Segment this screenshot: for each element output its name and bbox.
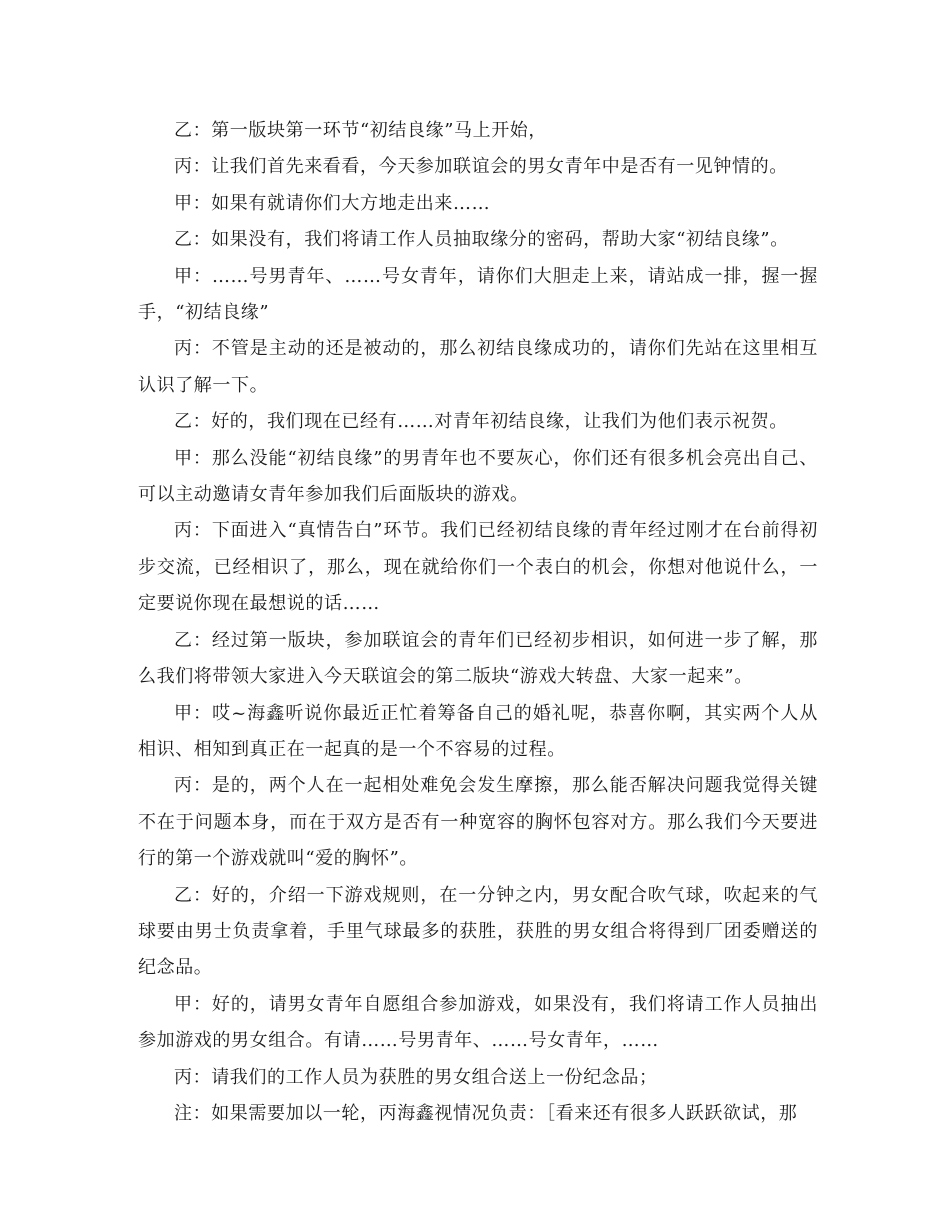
dialogue-line: 乙：好的，我们现在已经有……对青年初结良缘，让我们为他们表示祝贺。 [174, 411, 788, 433]
dialogue-line: 甲：……号男青年、……号女青年，请你们大胆走上来，请站成一排，握一握手，“初结良缘” [138, 265, 818, 324]
dialogue-line: 丙：是的，两个人在一起相处难免会发生摩擦，那么能否解决问题我觉得关键不在于问题本身，而在于双方是否有一种宽容的胸怀包容对方。那么我们今天要进行的第一个游戏就叫“爱的胸怀”。 [138, 775, 818, 870]
dialogue-line: 乙：好的，介绍一下游戏规则，在一分钟之内，男女配合吹气球，吹起来的气球要由男士负责拿着，手里气球最多的获胜，获胜的男女组合将得到厂团委赠送的纪念品。 [138, 884, 818, 979]
dialogue-line: 甲：好的，请男女青年自愿组合参加游戏，如果没有，我们将请工作人员抽出参加游戏的男女组合。有请……号男青年、……号女青年，…… [138, 993, 818, 1052]
dialogue-line: 乙：如果没有，我们将请工作人员抽取缘分的密码，帮助大家“初结良缘”。 [174, 229, 789, 251]
dialogue-line: 乙：第一版块第一环节“初结良缘”马上开始， [174, 120, 548, 141]
dialogue-line: 甲：如果有就请你们大方地走出来…… [174, 192, 491, 214]
dialogue-line: 甲：哎~海鑫听说你最近正忙着筹备自己的婚礼呢，恭喜你啊，其实两个人从相识、相知到真正在一起真的是一个不容易的过程。 [138, 702, 818, 760]
dialogue-line: 丙：让我们首先来看看，今天参加联谊会的男女青年中是否有一见钟情的。 [174, 156, 788, 178]
dialogue-line: 丙：请我们的工作人员为获胜的男女组合送上一份纪念品； [174, 1066, 658, 1088]
dialogue-line: 丙：下面进入“真情告白”环节。我们已经初结良缘的青年经过刚才在台前得初步交流，已经相识了，那么，现在就给你们一个表白的机会，你想对他说什么，一定要说你现在最想说的话…… [138, 520, 818, 615]
dialogue-line: 丙：不管是主动的还是被动的，那么初结良缘成功的，请你们先站在这里相互认识了解一下。 [138, 338, 818, 396]
dialogue-line: 乙：经过第一版块，参加联谊会的青年们已经初步相识，如何进一步了解，那么我们将带领大家进入今天联谊会的第二版块“游戏大转盘、大家一起来”。 [138, 629, 818, 688]
document-page [138, 113, 818, 1132]
dialogue-line: 注：如果需要加以一轮，丙海鑫视情况负责：［看来还有很多人跃跃欲试，那 [174, 1102, 798, 1124]
dialogue-line: 甲：那么没能“初结良缘”的男青年也不要灰心，你们还有很多机会亮出自己、可以主动邀请女青年参加我们后面版块的游戏。 [138, 447, 818, 506]
